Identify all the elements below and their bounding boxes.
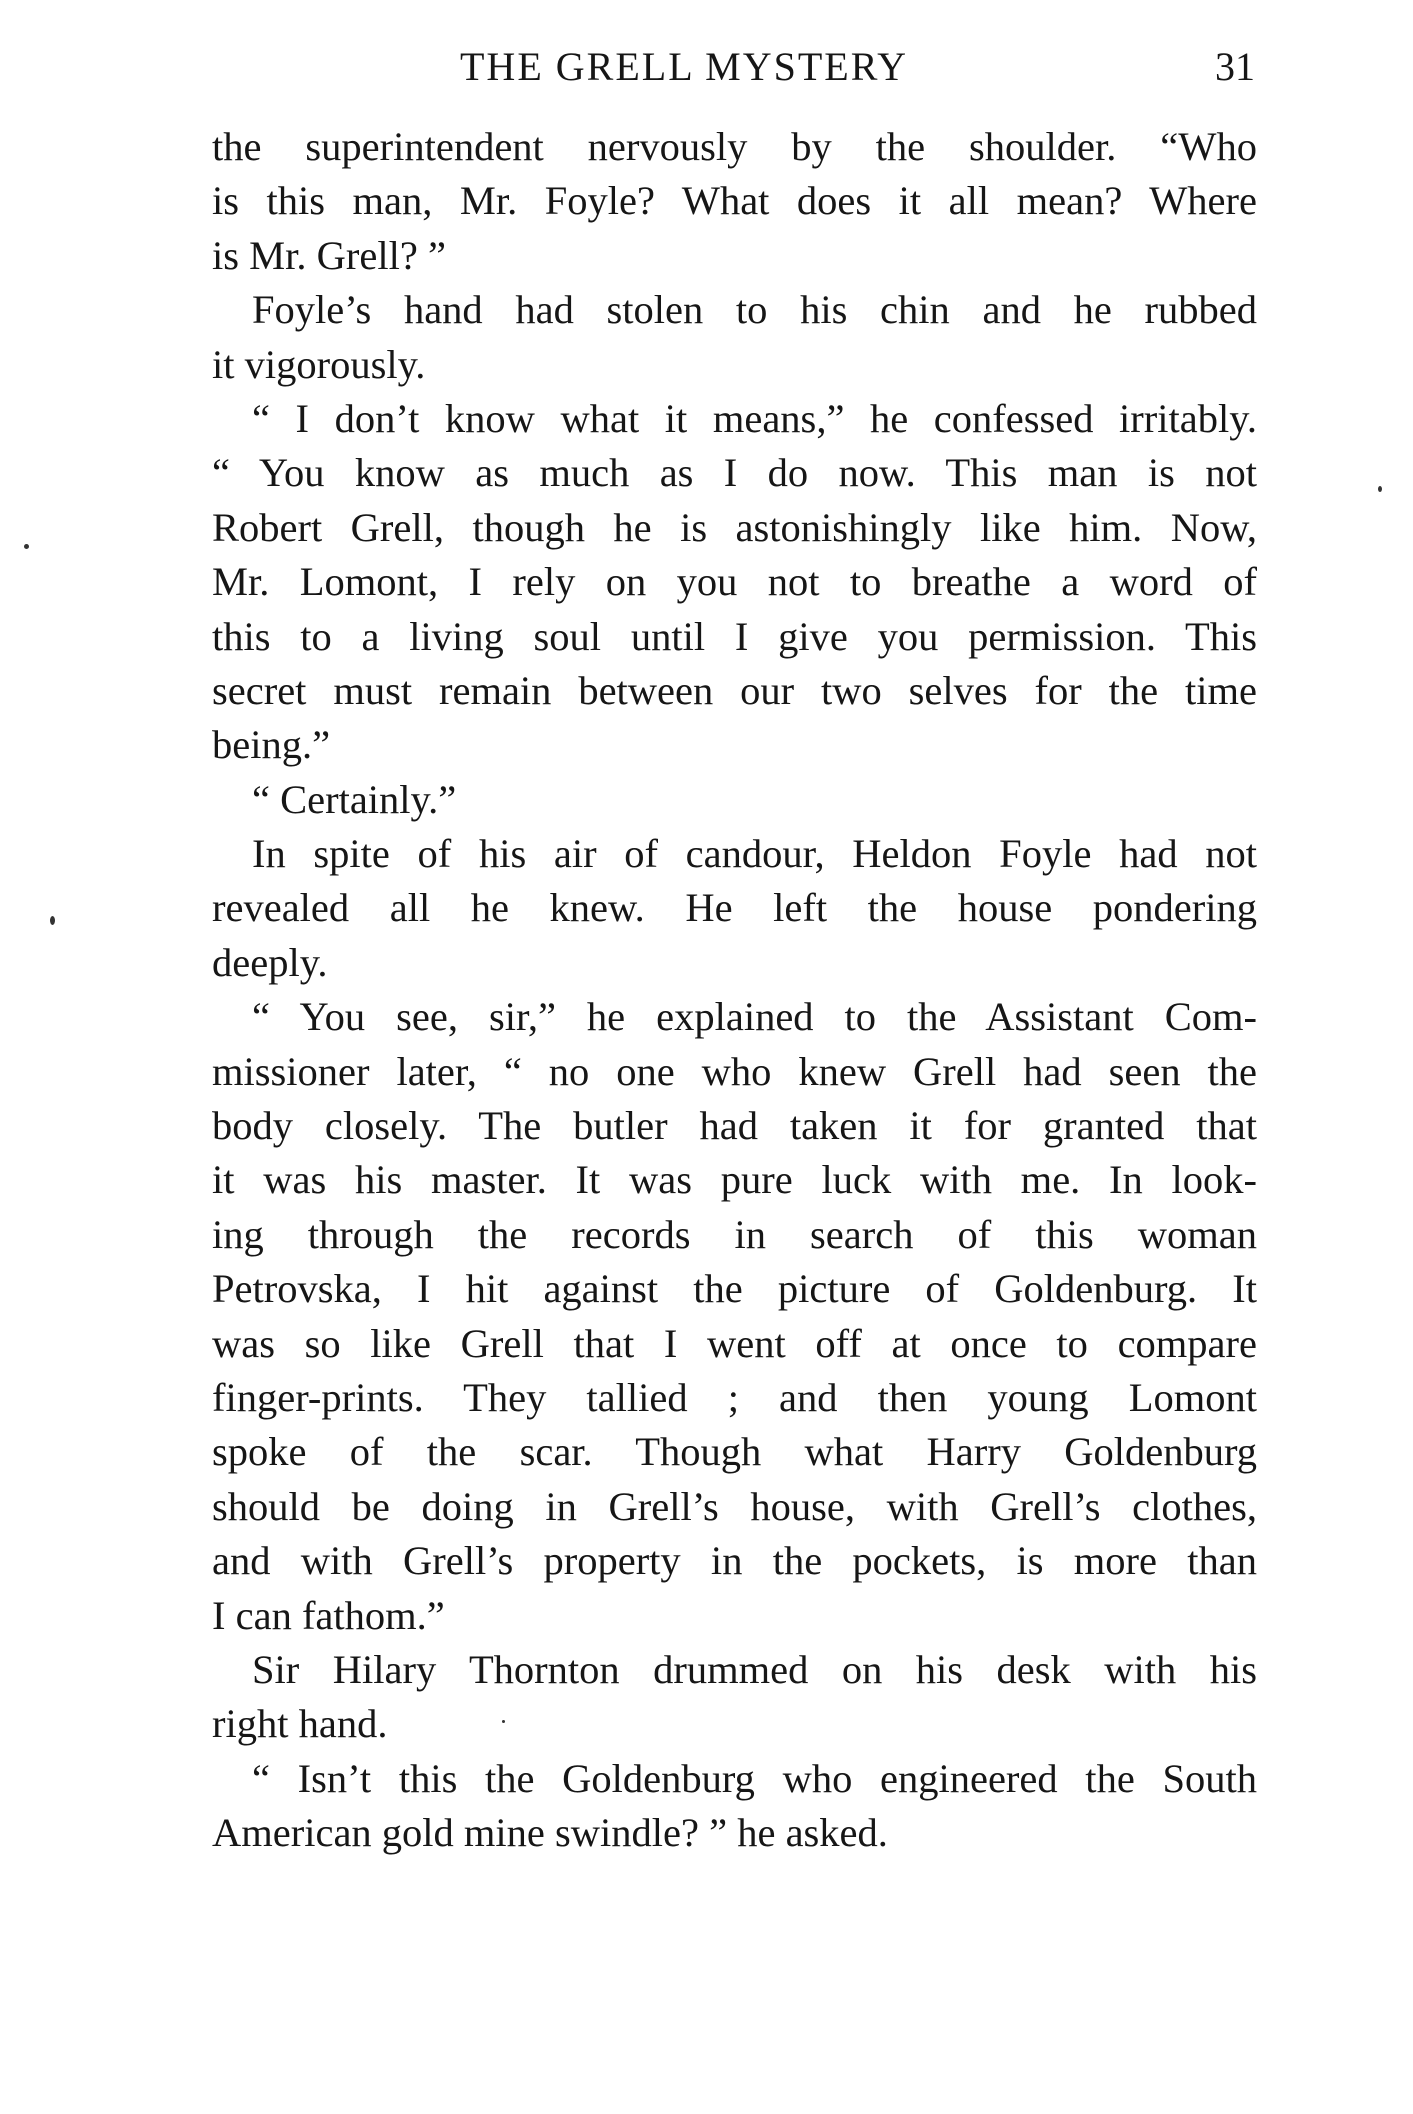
text-line: “ Certainly.”	[252, 776, 457, 822]
body-text	[212, 120, 1257, 1861]
text-line: is Mr. Grell? ”	[212, 232, 446, 278]
text-line: Petrovska, I hit against the picture of Goldenburg. It	[212, 1266, 1257, 1312]
text-line: the superintendent nervously by the shoulder. “Who	[212, 124, 1257, 169]
text-line: should be doing in Grell’s house, with Grell’s clothes,	[212, 1483, 1257, 1529]
text-line: this to a living soul until I give you permission. This	[212, 613, 1257, 659]
text-line: finger-prints. They tallied ; and then young Lomont	[212, 1374, 1257, 1420]
text-line: “ I don’t know what it means,” he confessed irritably.	[252, 395, 1257, 441]
text-line: body closely. The butler had taken it for granted that	[212, 1103, 1257, 1149]
text-line: deeply.	[212, 939, 328, 985]
text-line: revealed all he knew. He left the house pondering	[212, 885, 1257, 931]
page-number: 31	[1215, 44, 1255, 89]
text-line: was so like Grell that I went off at once to compare	[212, 1320, 1257, 1366]
text-line: missioner later, “ no one who knew Grell had seen the	[212, 1048, 1257, 1094]
text-line: secret must remain between our two selves for the time	[212, 667, 1257, 713]
text-line: it vigorously.	[212, 341, 426, 387]
text-line: Mr. Lomont, I rely on you not to breathe a word of	[212, 559, 1257, 605]
running-title: THE GRELL MYSTERY	[460, 44, 909, 89]
text-line: being.”	[212, 722, 331, 768]
text-line: right hand.	[212, 1701, 388, 1747]
text-line: “ Isn’t this the Goldenburg who engineered the South	[252, 1755, 1257, 1801]
text-line: it was his master. It was pure luck with me. In look-	[212, 1157, 1257, 1203]
text-line: spoke of the scar. Though what Harry Goldenburg	[212, 1429, 1257, 1475]
text-line: Foyle’s hand had stolen to his chin and he rubbed	[252, 287, 1257, 333]
text-line: is this man, Mr. Foyle? What does it all mean? Where	[212, 178, 1257, 224]
text-line: In spite of his air of candour, Heldon Foyle had not	[252, 831, 1257, 877]
scan-speck	[50, 916, 55, 925]
scan-speck	[1378, 486, 1382, 492]
text-line: Sir Hilary Thornton drummed on his desk with his	[252, 1646, 1257, 1692]
running-head	[212, 42, 1257, 92]
text-line: I can fathom.”	[212, 1592, 445, 1638]
text-line: “ You know as much as I do now. This man is not	[212, 450, 1257, 496]
text-line: “ You see, sir,” he explained to the Assistant Com-	[252, 994, 1257, 1040]
text-line: Robert Grell, though he is astonishingly like him. Now,	[212, 504, 1257, 550]
text-line: and with Grell’s property in the pockets, is more than	[212, 1538, 1257, 1584]
text-line: American gold mine swindle? ” he asked.	[212, 1810, 888, 1856]
scan-speck	[502, 1720, 505, 1723]
scan-speck	[24, 544, 29, 549]
text-line: ing through the records in search of this woman	[212, 1211, 1257, 1257]
